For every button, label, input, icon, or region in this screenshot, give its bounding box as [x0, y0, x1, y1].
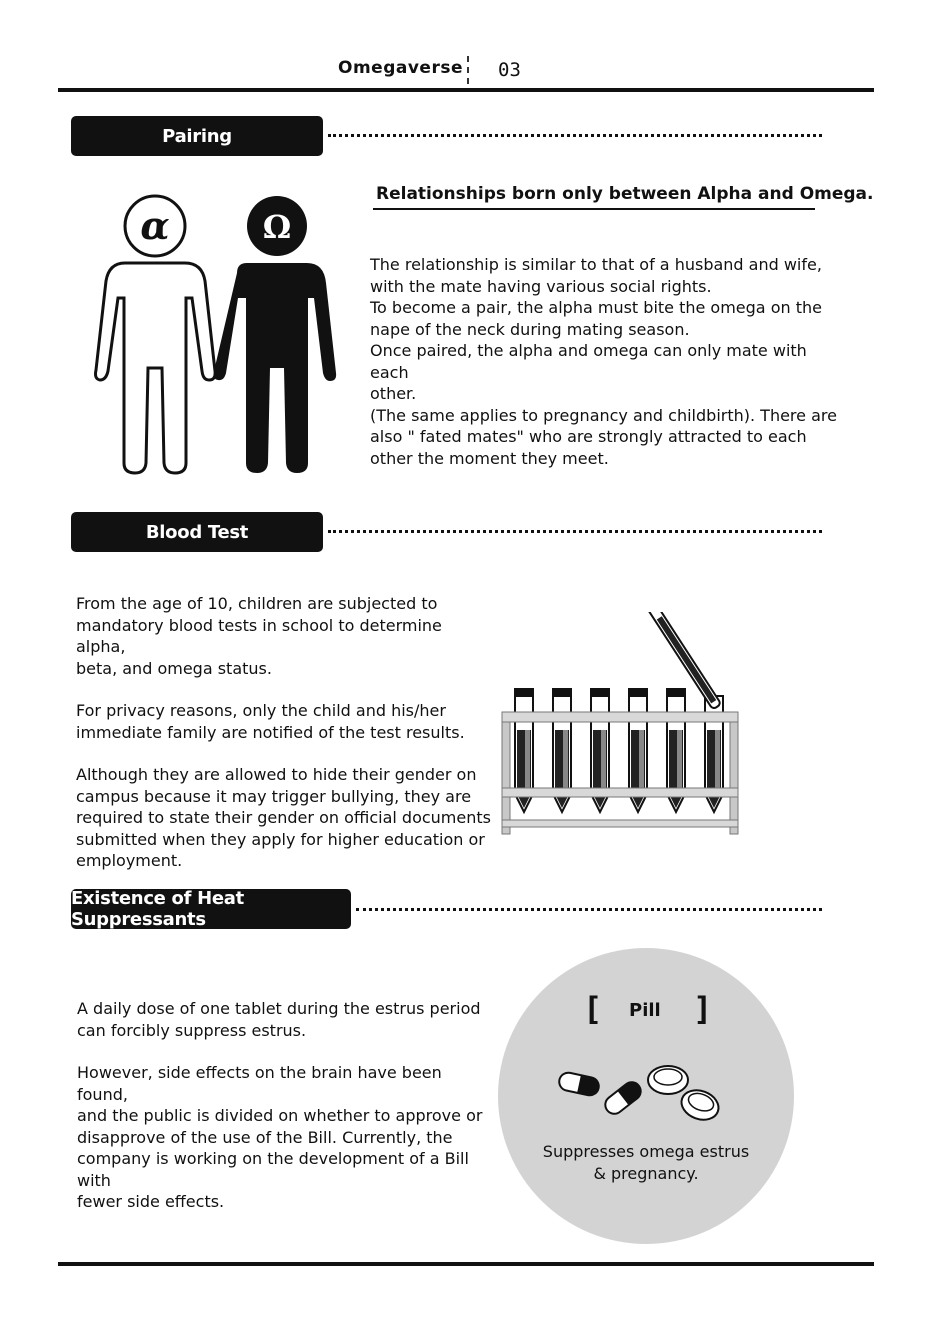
heat-suppressants-line: However, side effects on the brain have been found, [77, 1063, 442, 1104]
pairing-description [370, 254, 840, 469]
pairing-line: The relationship is similar to that of a husband and wife, [370, 255, 822, 274]
blood-test-line: beta, and omega status. [76, 658, 272, 678]
section-title-blood-test: Blood Test [145, 521, 249, 543]
pairing-line: nape of the neck during mating season. [370, 319, 690, 339]
section-title-heat-suppressants: Existence of Heat Suppressants [71, 888, 244, 930]
blood-test-line: mandatory blood tests in school to determine alpha, [76, 615, 442, 656]
dotted-leader [328, 134, 822, 137]
section-title-pairing: Pairing [162, 125, 232, 147]
pill-caption [510, 1141, 782, 1185]
pairing-line: other the moment they meet. [370, 448, 609, 468]
heat-suppressants-line: and the public is divided on whether to approve or [77, 1106, 483, 1125]
section-tab-blood-test [71, 512, 323, 552]
bottom-rule [58, 1262, 874, 1266]
subheading-underline [373, 208, 815, 210]
pairing-line: with the mate having various social rights. [370, 276, 712, 296]
top-rule [58, 88, 874, 92]
heat-suppressants-line: A daily dose of one tablet during the estrus period [77, 999, 481, 1018]
header-separator [467, 56, 469, 84]
heat-suppressants-description [77, 998, 497, 1213]
pairing-line: also " fated mates" who are strongly attracted to each [370, 427, 807, 446]
blood-test-line: Although they are allowed to hide their gender on [76, 765, 477, 784]
pairing-line: Once paired, the alpha and omega can only mate with each [370, 341, 807, 382]
pill-caption-line: & pregnancy. [593, 1164, 699, 1183]
page-number: 03 [498, 59, 521, 81]
blood-test-line: submitted when they apply for higher education or [76, 829, 485, 849]
pill-label: Pill [629, 1000, 661, 1021]
omega-body-icon [214, 263, 337, 473]
alpha-omega-figures-illustration [94, 193, 348, 483]
capsule-icon [558, 1071, 601, 1097]
blood-test-description [76, 593, 496, 872]
dotted-leader [328, 530, 822, 533]
test-tube-rack-illustration [498, 612, 828, 838]
heat-suppressants-line: disapprove of the use of the Bill. Currently, the [77, 1127, 453, 1147]
section-tab-pairing [71, 116, 323, 156]
pill-bracket-close: ] [693, 990, 713, 1028]
heat-suppressants-line: fewer side effects. [77, 1192, 225, 1211]
alpha-symbol: α [140, 203, 170, 248]
dotted-leader [356, 908, 822, 911]
blood-test-line: campus because it may trigger bullying, they are [76, 786, 472, 806]
pill-caption-line: Suppresses omega estrus [542, 1142, 750, 1161]
blood-test-line: For privacy reasons, only the child and his/her [76, 701, 446, 720]
header-title: Omegaverse [338, 58, 463, 78]
heat-suppressants-line: company is working on the development of a Bill with [77, 1149, 469, 1190]
blood-test-line: From the age of 10, children are subjected to [76, 594, 438, 613]
pairing-subheading: Relationships born only between Alpha and Omega. [376, 184, 874, 204]
pairing-line: (The same applies to pregnancy and childbirth). There are [370, 405, 837, 425]
omega-symbol: Ω [262, 208, 292, 246]
blood-test-line: required to state their gender on official documents [76, 808, 491, 827]
capsule-icon [602, 1079, 645, 1118]
tablet-icon [677, 1085, 722, 1124]
alpha-body-icon [96, 263, 216, 473]
tablet-icon [648, 1066, 688, 1094]
section-tab-heat-suppressants [71, 889, 351, 929]
pill-bracket-open: [ [583, 990, 603, 1028]
pills-illustration [555, 1058, 730, 1128]
blood-test-line: immediate family are notified of the test results. [76, 722, 465, 742]
pairing-line: To become a pair, the alpha must bite the omega on the [370, 298, 822, 317]
pairing-line: other. [370, 384, 417, 403]
blood-test-line: employment. [76, 851, 183, 870]
heat-suppressants-line: can forcibly suppress estrus. [77, 1020, 307, 1040]
